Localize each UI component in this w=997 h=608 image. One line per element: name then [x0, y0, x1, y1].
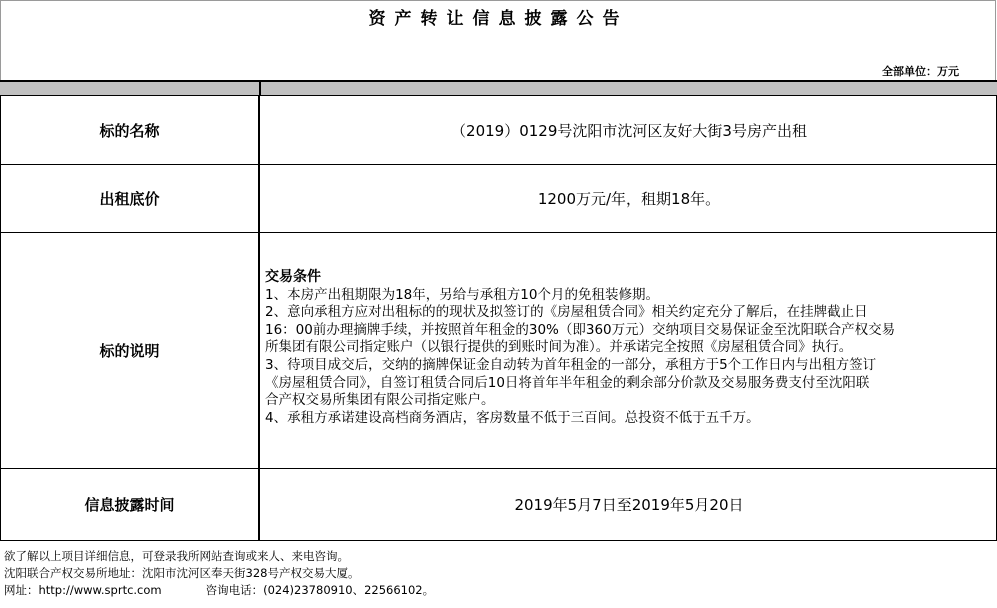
header-divider — [259, 82, 261, 95]
footer-notes — [4, 548, 434, 599]
rent-price-label: 出租底价 — [1, 165, 260, 232]
condition-line: 所集团有限公司指定账户（以银行提供的到账时间为准）。并承诺完全按照《房屋租赁合同》执行。 — [265, 339, 853, 356]
description-label: 标的说明 — [1, 233, 260, 468]
footer-line-inquiry: 欲了解以上项目详细信息，可登录我所网站查询或来人、来电咨询。 — [4, 549, 349, 563]
row-description — [0, 233, 997, 469]
subject-name-value: （2019）0129号沈阳市沈河区友好大街3号房产出租 — [451, 121, 807, 140]
table-header-bar — [0, 80, 997, 96]
phone-number: 咨询电话：(024)23780910、22566102。 — [205, 583, 435, 597]
unit-note: 全部单位：万元 — [882, 65, 959, 78]
subject-name-label: 标的名称 — [1, 96, 260, 164]
row-disclosure-period — [0, 469, 997, 541]
description-value — [262, 233, 996, 468]
condition-line: 4、承租方承诺建设高档商务酒店，客房数量不低于三百间。总投资不低于五千万。 — [265, 409, 760, 426]
conditions-heading: 交易条件 — [265, 269, 321, 285]
condition-line: 1、本房产出租期限为18年，另给与承租方10个月的免租装修期。 — [265, 286, 659, 303]
condition-line: 《房屋租赁合同》，自签订租赁合同后10日将首年半年租金的剩余部分价款及交易服务费支付至沈阳联 — [265, 374, 870, 391]
disclosure-period-value: 2019年5月7日至2019年5月20日 — [514, 496, 744, 514]
condition-line: 合产权交易所集团有限公司指定账户。 — [265, 392, 495, 409]
condition-line: 16：00前办理摘牌手续，并按照首年租金的30%（即360万元）交纳项目交易保证金至沈阳联合产权交易 — [265, 321, 896, 338]
row-rent-price — [0, 165, 997, 233]
footer-line-contact — [4, 582, 434, 599]
disclosure-period-label: 信息披露时间 — [1, 469, 260, 540]
condition-line: 3、待项目成交后，交纳的摘牌保证金自动转为首年租金的一部分，承租方于5个工作日内与出租方签订 — [265, 356, 877, 373]
page-title: 资产转让信息披露公告 — [368, 9, 629, 29]
condition-line: 2、意向承租方应对出租标的的现状及拟签订的《房屋租赁合同》相关约定充分了解后，在挂牌截止日 — [265, 304, 868, 321]
footer-line-address: 沈阳联合产权交易所地址：沈阳市沈河区奉天街328号产权交易大厦。 — [4, 566, 360, 580]
rent-price-value: 1200万元/年，租期18年。 — [537, 190, 721, 208]
website-link[interactable]: 网址：http://www.sprtc.com — [4, 583, 162, 597]
row-subject-name — [0, 96, 997, 165]
